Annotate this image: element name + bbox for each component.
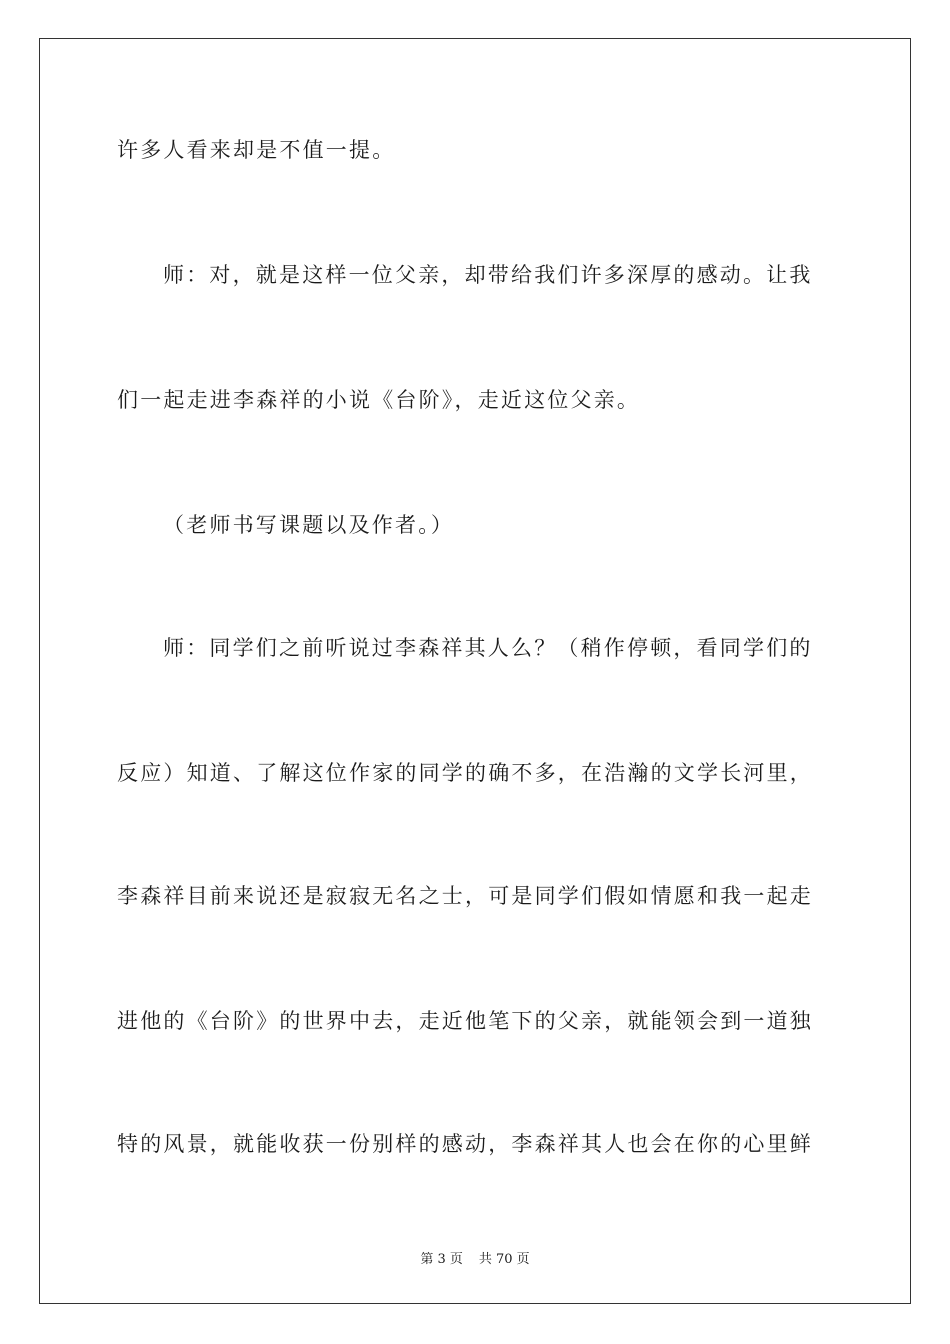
text-line: 进他的《台阶》的世界中去，走近他笔下的父亲，就能领会到一道独 [117,1009,813,1033]
text-line: 李森祥目前来说还是寂寂无名之士，可是同学们假如情愿和我一起走 [117,884,813,908]
page-total: 共 70 页 [478,1252,530,1267]
page-border [39,38,911,1304]
page-number: 第 3 页 [420,1252,463,1267]
text-line: 反应）知道、了解这位作家的同学的确不多，在浩瀚的文学长河里， [117,761,813,785]
text-line: 师：对，就是这样一位父亲，却带给我们许多深厚的感动。让我 [163,263,813,287]
text-line: 师：同学们之前听说过李森祥其人么？（稍作停顿，看同学们的 [163,636,813,660]
text-line: 许多人看来却是不值一提。 [117,138,396,162]
page-footer [0,1248,950,1267]
text-line: （老师书写课题以及作者。） [163,513,455,537]
text-line: 特的风景，就能收获一份别样的感动，李森祥其人也会在你的心里鲜 [117,1132,813,1156]
text-line: 们一起走进李森祥的小说《台阶》，走近这位父亲。 [117,388,641,412]
